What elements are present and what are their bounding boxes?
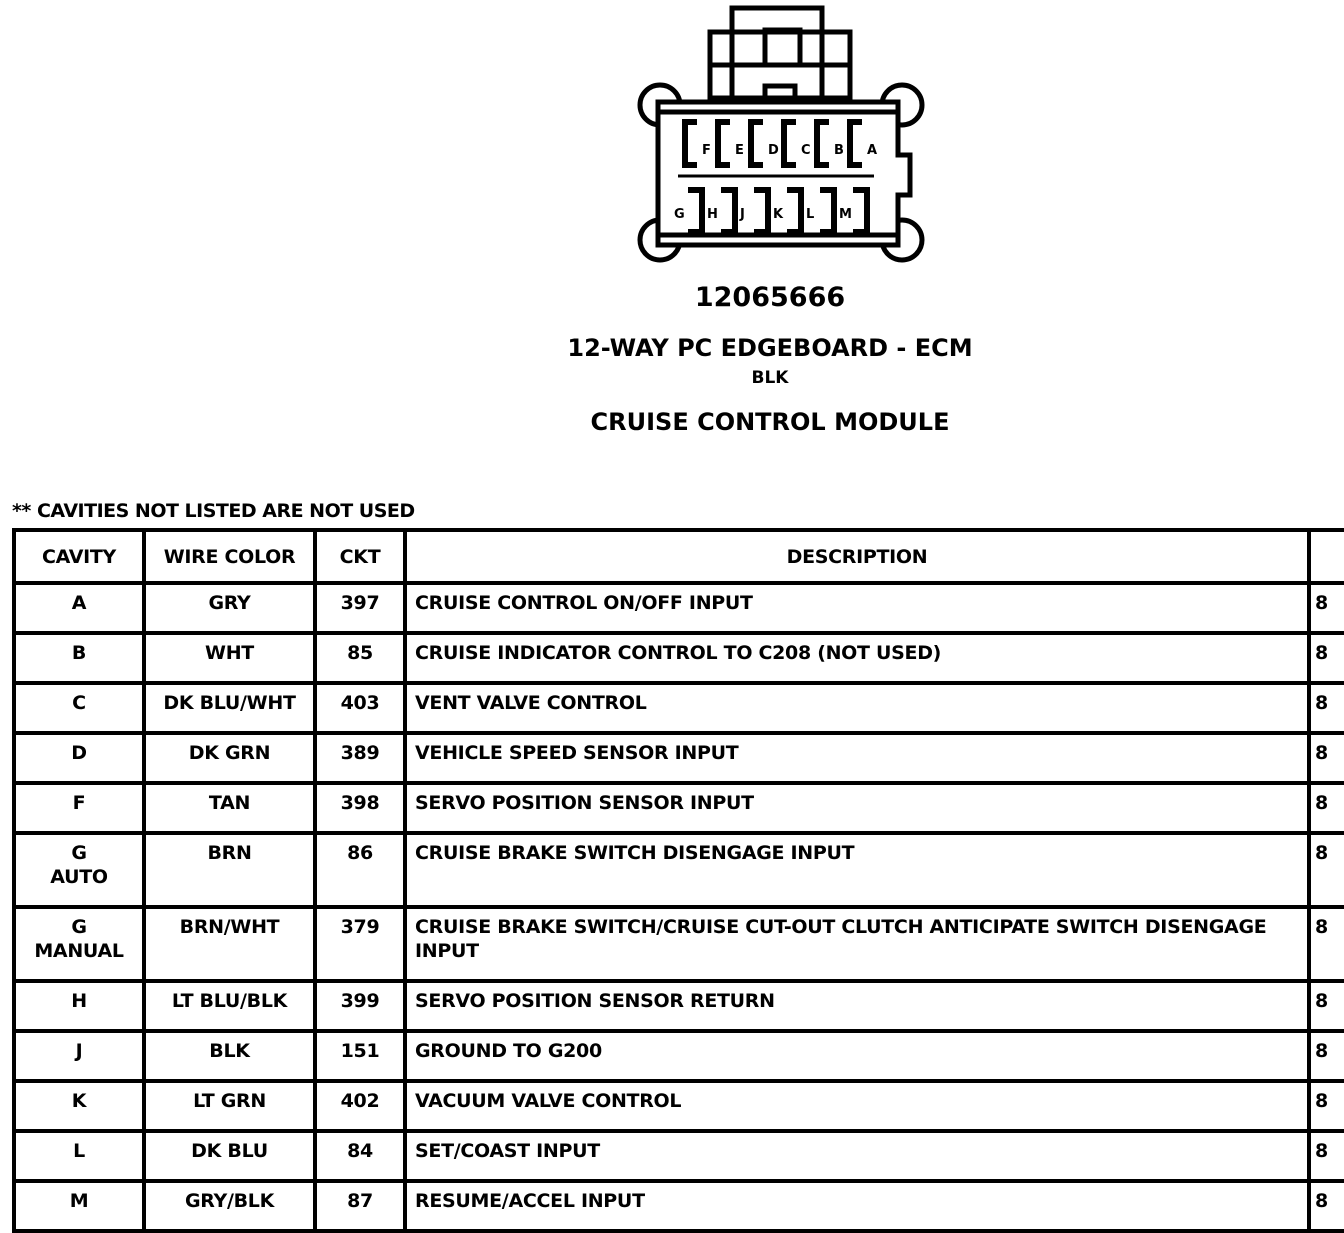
pin-label: H [707,207,718,222]
cell-truncated: 8 [1309,683,1344,733]
pin-label: G [674,207,685,222]
header-wire-color: WIRE COLOR [144,530,315,583]
cell-cavity [14,907,144,981]
cavity-id: J [75,1040,83,1062]
cavity-id: A [71,592,87,614]
cell-description: SET/COAST INPUT [405,1131,1309,1181]
pin-label: F [702,143,711,158]
table-row [14,981,1344,1031]
cell-wire-color: DK GRN [144,733,315,783]
pin-label: A [867,143,878,158]
cell-description: CRUISE INDICATOR CONTROL TO C208 (NOT USED) [405,633,1309,683]
cell-wire-color: BRN/WHT [144,907,315,981]
cell-ckt: 402 [315,1081,405,1131]
cell-truncated: 8 [1309,1031,1344,1081]
cell-cavity [14,1131,144,1181]
cell-cavity [14,583,144,633]
table-row [14,907,1344,981]
cell-wire-color: GRY [144,583,315,633]
cell-ckt: 86 [315,833,405,907]
cavity-id: M [69,1190,89,1212]
cell-ckt: 379 [315,907,405,981]
table-row [14,783,1344,833]
cavity-id: D [71,742,87,764]
table-row [14,683,1344,733]
cell-cavity [14,683,144,733]
cell-cavity [14,1181,144,1231]
cell-truncated: 8 [1309,633,1344,683]
cell-ckt: 87 [315,1181,405,1231]
cavity-id: L [73,1140,85,1162]
module-name: CRUISE CONTROL MODULE [590,408,950,436]
cell-description: CRUISE BRAKE SWITCH DISENGAGE INPUT [405,833,1309,907]
cell-wire-color: DK BLU [144,1131,315,1181]
cell-truncated: 8 [1309,783,1344,833]
cell-truncated: 8 [1309,583,1344,633]
cell-ckt: 85 [315,633,405,683]
pin-label: C [801,143,811,158]
cavity-id: G [71,842,87,864]
cell-ckt: 403 [315,683,405,733]
cell-wire-color: TAN [144,783,315,833]
cell-cavity [14,633,144,683]
cell-wire-color: LT GRN [144,1081,315,1131]
cell-cavity [14,981,144,1031]
table-row [14,1081,1344,1131]
cell-ckt: 151 [315,1031,405,1081]
pin-label: J [740,207,745,222]
cavity-id: K [71,1090,87,1112]
cavity-id: G [71,916,87,938]
cell-description: VACUUM VALVE CONTROL [405,1081,1309,1131]
table-row [14,1131,1344,1181]
cell-truncated: 8 [1309,981,1344,1031]
cell-ckt: 84 [315,1131,405,1181]
table-row [14,833,1344,907]
table-row [14,633,1344,683]
connector-color: BLK [751,368,789,388]
cell-truncated: 8 [1309,1181,1344,1231]
pin-label: D [768,143,779,158]
cell-ckt: 399 [315,981,405,1031]
header-truncated [1309,530,1344,583]
header-ckt: CKT [315,530,405,583]
cell-description: VEHICLE SPEED SENSOR INPUT [405,733,1309,783]
cell-description: SERVO POSITION SENSOR RETURN [405,981,1309,1031]
cell-description: GROUND TO G200 [405,1031,1309,1081]
pin-label: M [839,207,852,222]
unused-cavities-note: ** CAVITIES NOT LISTED ARE NOT USED [12,500,415,522]
cavity-id: F [72,792,86,814]
header-description: DESCRIPTION [405,530,1309,583]
cell-cavity [14,783,144,833]
cell-truncated: 8 [1309,907,1344,981]
cell-cavity [14,733,144,783]
cell-truncated: 8 [1309,833,1344,907]
table-row [14,583,1344,633]
cavity-id: C [72,692,86,714]
header-cavity: CAVITY [14,530,144,583]
cell-wire-color: BLK [144,1031,315,1081]
table-row [14,1181,1344,1231]
cell-wire-color: DK BLU/WHT [144,683,315,733]
connector-title: 12-WAY PC EDGEBOARD - ECM [567,334,973,362]
cell-description: CRUISE BRAKE SWITCH/CRUISE CUT-OUT CLUTCH ANTICIPATE SWITCH DISENGAGE INPUT [405,907,1309,981]
cavity-variant: AUTO [50,866,108,888]
cell-wire-color: BRN [144,833,315,907]
cell-description: SERVO POSITION SENSOR INPUT [405,783,1309,833]
connector-diagram [630,0,930,280]
cell-ckt: 397 [315,583,405,633]
cell-cavity [14,833,144,907]
cavity-id: B [71,642,87,664]
part-number: 12065666 [694,282,846,313]
cavity-id: H [71,990,87,1012]
cell-truncated: 8 [1309,1131,1344,1181]
cell-truncated: 8 [1309,733,1344,783]
pinout-table [12,528,1344,1233]
pin-label: L [806,207,815,222]
cavity-variant: MANUAL [34,940,124,962]
cell-wire-color: WHT [144,633,315,683]
cell-description: RESUME/ACCEL INPUT [405,1181,1309,1231]
cell-cavity [14,1031,144,1081]
cell-wire-color: GRY/BLK [144,1181,315,1231]
pin-label: B [834,143,844,158]
cell-ckt: 398 [315,783,405,833]
cell-description: CRUISE CONTROL ON/OFF INPUT [405,583,1309,633]
cell-cavity [14,1081,144,1131]
pin-label: E [735,143,744,158]
table-row [14,1031,1344,1081]
table-header [14,530,1344,583]
cell-description: VENT VALVE CONTROL [405,683,1309,733]
table-row [14,733,1344,783]
pin-label: K [773,207,784,222]
cell-wire-color: LT BLU/BLK [144,981,315,1031]
cell-truncated: 8 [1309,1081,1344,1131]
cell-ckt: 389 [315,733,405,783]
